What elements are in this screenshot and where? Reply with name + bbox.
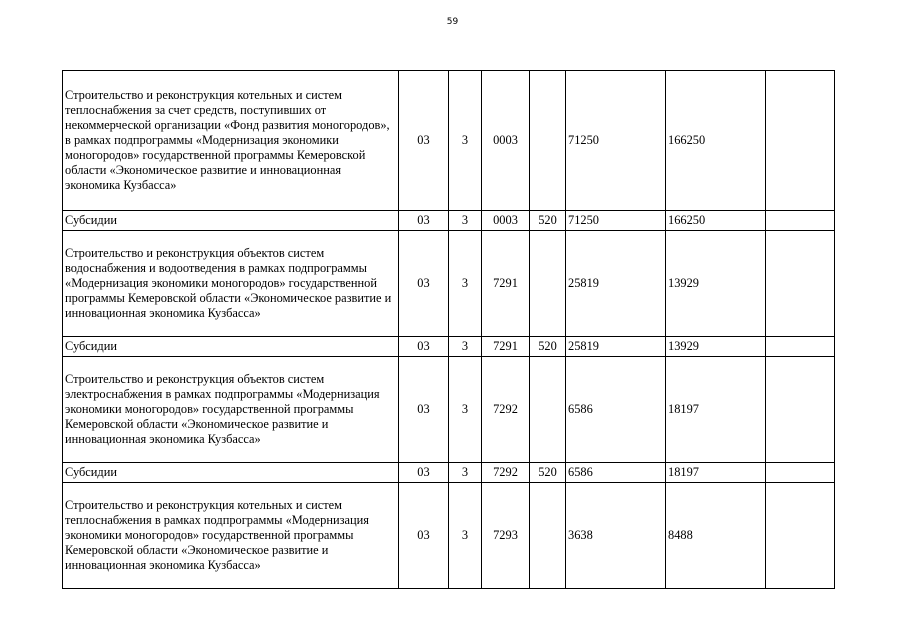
row-description: Строительство и реконструкция объектов систем водоснабжения и водоотведения в рамках подпрограммы «Модернизация экономики моногородов» государственной программы Кемеровской области «Экономическое развитие и инновационная экономика Кузбасса» bbox=[63, 231, 399, 337]
expense-type-code: 520 bbox=[530, 337, 566, 357]
amount-3 bbox=[766, 71, 835, 211]
amount-1: 3638 bbox=[566, 483, 666, 589]
amount-1: 25819 bbox=[566, 337, 666, 357]
section-code: 03 bbox=[399, 357, 449, 463]
table-row bbox=[63, 231, 835, 337]
amount-3 bbox=[766, 337, 835, 357]
row-description: Субсидии bbox=[63, 337, 399, 357]
amount-1: 71250 bbox=[566, 71, 666, 211]
amount-3 bbox=[766, 463, 835, 483]
budget-table bbox=[62, 70, 835, 589]
row-description: Субсидии bbox=[63, 211, 399, 231]
amount-2: 13929 bbox=[666, 337, 766, 357]
subsection-code: 3 bbox=[449, 483, 482, 589]
section-code: 03 bbox=[399, 71, 449, 211]
amount-2: 18197 bbox=[666, 357, 766, 463]
row-description: Субсидии bbox=[63, 463, 399, 483]
target-code: 7291 bbox=[482, 231, 530, 337]
page-number: 59 bbox=[446, 17, 459, 27]
row-description: Строительство и реконструкция котельных и систем теплоснабжения за счет средств, поступивших от некоммерческой организации «Фонд развития моногородов», в рамках подпрограммы «Модернизация экономики моногородов» государственной программы Кемеровской области «Экономическое развитие и инновационная экономика Кузбасса» bbox=[63, 71, 399, 211]
amount-3 bbox=[766, 231, 835, 337]
amount-2: 8488 bbox=[666, 483, 766, 589]
subsection-code: 3 bbox=[449, 337, 482, 357]
subsection-code: 3 bbox=[449, 211, 482, 231]
amount-2: 13929 bbox=[666, 231, 766, 337]
section-code: 03 bbox=[399, 337, 449, 357]
subsection-code: 3 bbox=[449, 71, 482, 211]
amount-2: 166250 bbox=[666, 71, 766, 211]
amount-2: 166250 bbox=[666, 211, 766, 231]
amount-1: 6586 bbox=[566, 357, 666, 463]
amount-1: 6586 bbox=[566, 463, 666, 483]
expense-type-code bbox=[530, 71, 566, 211]
table-row bbox=[63, 483, 835, 589]
amount-1: 71250 bbox=[566, 211, 666, 231]
amount-1: 25819 bbox=[566, 231, 666, 337]
expense-type-code bbox=[530, 357, 566, 463]
table-row bbox=[63, 463, 835, 483]
section-code: 03 bbox=[399, 483, 449, 589]
table-body bbox=[63, 71, 835, 589]
row-description: Строительство и реконструкция объектов систем электроснабжения в рамках подпрограммы «Модернизация экономики моногородов» государственной программы Кемеровской области «Экономическое развитие и инновационная экономика Кузбасса» bbox=[63, 357, 399, 463]
target-code: 7292 bbox=[482, 357, 530, 463]
table-row bbox=[63, 337, 835, 357]
amount-3 bbox=[766, 483, 835, 589]
target-code: 7291 bbox=[482, 337, 530, 357]
section-code: 03 bbox=[399, 463, 449, 483]
amount-3 bbox=[766, 211, 835, 231]
subsection-code: 3 bbox=[449, 231, 482, 337]
target-code: 0003 bbox=[482, 71, 530, 211]
row-description: Строительство и реконструкция котельных и систем теплоснабжения в рамках подпрограммы «Модернизация экономики моногородов» государственной программы Кемеровской области «Экономическое развитие и инновационная экономика Кузбасса» bbox=[63, 483, 399, 589]
subsection-code: 3 bbox=[449, 357, 482, 463]
target-code: 7293 bbox=[482, 483, 530, 589]
expense-type-code bbox=[530, 231, 566, 337]
section-code: 03 bbox=[399, 211, 449, 231]
target-code: 0003 bbox=[482, 211, 530, 231]
table-row bbox=[63, 211, 835, 231]
target-code: 7292 bbox=[482, 463, 530, 483]
amount-3 bbox=[766, 357, 835, 463]
expense-type-code: 520 bbox=[530, 211, 566, 231]
amount-2: 18197 bbox=[666, 463, 766, 483]
table-row bbox=[63, 357, 835, 463]
table-row bbox=[63, 71, 835, 211]
expense-type-code bbox=[530, 483, 566, 589]
section-code: 03 bbox=[399, 231, 449, 337]
expense-type-code: 520 bbox=[530, 463, 566, 483]
subsection-code: 3 bbox=[449, 463, 482, 483]
